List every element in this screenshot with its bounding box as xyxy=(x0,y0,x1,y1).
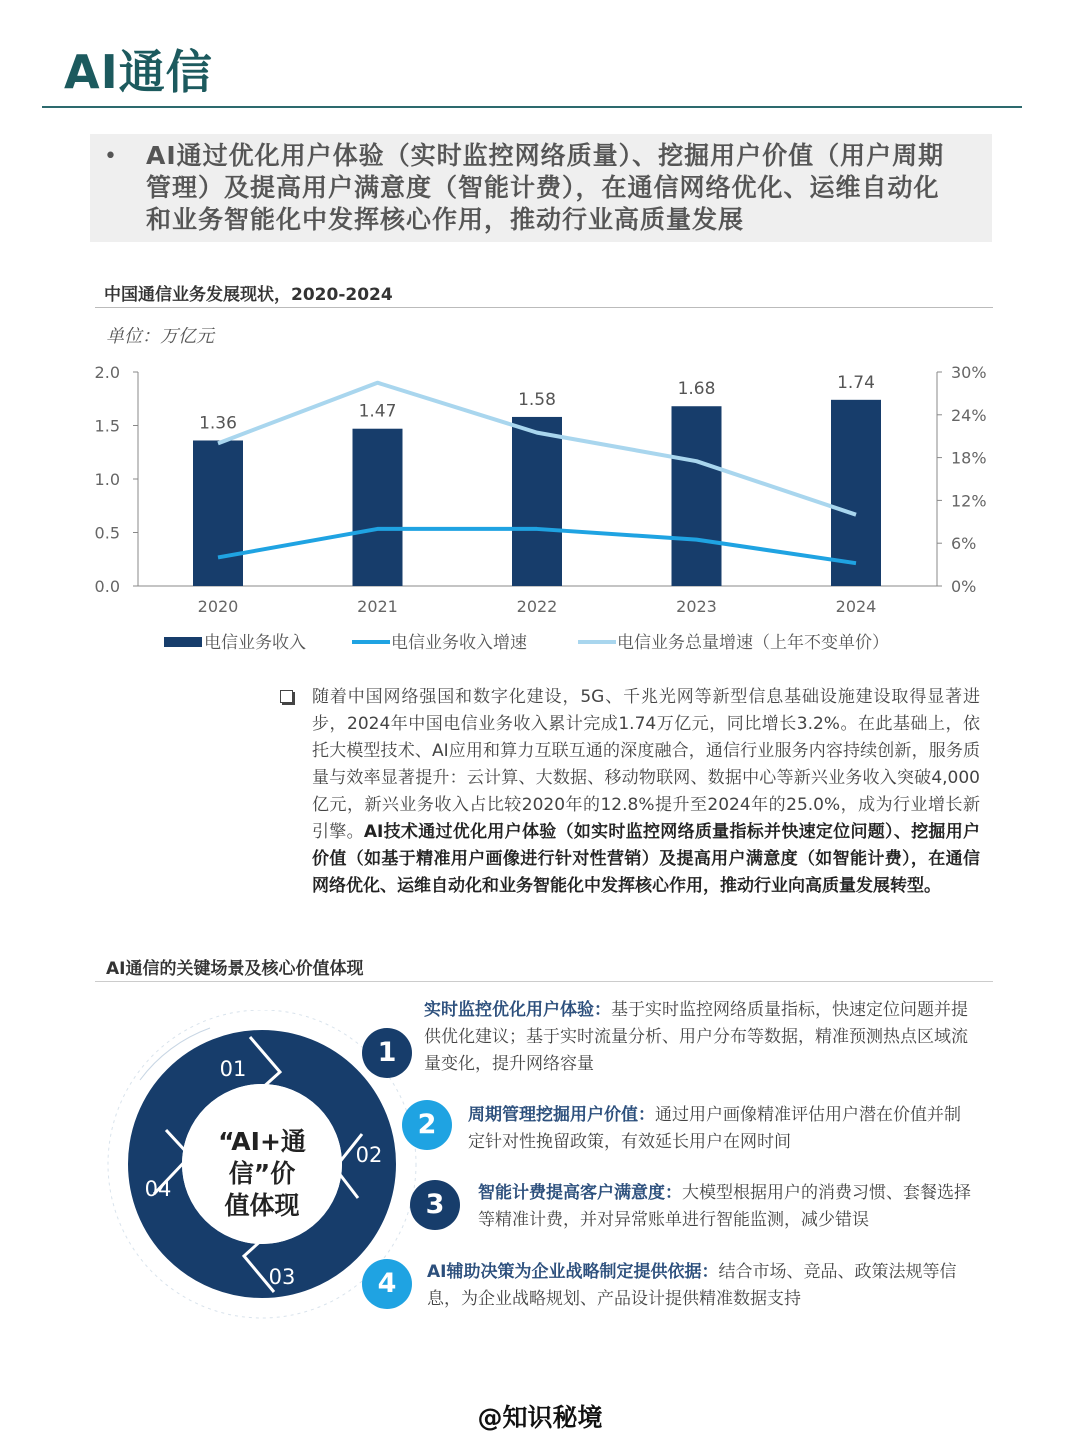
feature-description: 大模型根据用户的消费习惯、套餐选择等精准计费，并对异常账单进行智能监测，减少错误 xyxy=(478,1183,971,1230)
bar-value-label: 1.74 xyxy=(837,372,875,393)
feature-heading: 智能计费提高客户满意度： xyxy=(478,1183,682,1203)
feature-heading: 周期管理挖掘用户价值： xyxy=(468,1105,655,1125)
bar-value-label: 1.68 xyxy=(677,379,716,400)
bar-revenue xyxy=(831,400,881,586)
right-tick-label: 6% xyxy=(951,534,977,554)
summary-bullet: • xyxy=(104,144,117,169)
bar-revenue xyxy=(672,406,722,586)
bar-revenue xyxy=(193,440,243,586)
x-tick-label: 2024 xyxy=(835,597,877,616)
right-tick-label: 0% xyxy=(951,577,977,596)
bar-value-label: 1.58 xyxy=(518,389,556,410)
feature-number-badge: 4 xyxy=(362,1259,412,1309)
left-tick-label: 0.0 xyxy=(94,577,120,596)
chart-title-divider xyxy=(95,307,993,308)
bar-revenue xyxy=(353,429,403,586)
left-tick-label: 0.5 xyxy=(94,523,120,543)
legend-bar-swatch xyxy=(164,637,202,647)
ring-center-text: 值体现 xyxy=(224,1191,300,1220)
left-tick-label: 1.5 xyxy=(94,416,120,436)
ring-label: 01 xyxy=(219,1057,247,1081)
right-tick-label: 30% xyxy=(951,363,987,382)
legend-line1-label: 电信业务收入增速 xyxy=(391,633,527,653)
x-tick-label: 2020 xyxy=(197,597,239,616)
page-title: AI通信 xyxy=(64,45,213,99)
body-text-normal: 随着中国网络强国和数字化建设，5G、千兆光网等新型信息基础设施建设取得显著进步，2024年中国电信业务收入累计完成1.74万亿元，同比增长3.2%。在此基础上，依托大模型技术、AI应用和算力互联互通的深度融合，通信行业服务内容持续创新，服务质量与效率显著提升：云计算、大数据、移动物联网、数据中心等新兴业务收入突破4,000亿元，新兴业务收入占比较2020年的12.8%提升至2024年的25.0%，成为行业增长新引擎。 xyxy=(312,687,980,842)
feature-item xyxy=(468,1102,973,1156)
title-divider xyxy=(42,106,1022,108)
feature-item xyxy=(478,1180,973,1234)
left-tick-label: 2.0 xyxy=(94,363,120,382)
x-tick-label: 2023 xyxy=(676,597,717,616)
feature-item xyxy=(424,997,972,1078)
body-text-bold: AI技术通过优化用户体验（如实时监控网络质量指标并快速定位问题）、挖掘用户价值（如基于精准用户画像进行针对性营销）及提高用户满意度（如智能计费），在通信网络优化、运维自动化和业务智能化中发挥核心作用，推动行业向高质量发展转型。 xyxy=(312,822,981,896)
feature-description: 通过用户画像精准评估用户潜在价值并制定针对性挽留政策，有效延长用户在网时间 xyxy=(468,1105,961,1152)
feature-item xyxy=(427,1259,975,1313)
x-tick-label: 2022 xyxy=(516,597,558,616)
feature-heading: 实时监控优化用户体验： xyxy=(424,1000,611,1020)
ring-label: 04 xyxy=(144,1177,172,1201)
checkbox-bullet-icon xyxy=(280,690,293,703)
feature-description: 基于实时监控网络质量指标，快速定位问题并提供优化建议；基于实时流量分析、用户分布等数据，精准预测热点区域流量变化，提升网络容量 xyxy=(424,1000,968,1074)
ring-label: 02 xyxy=(355,1143,383,1167)
feature-description: 结合市场、竞品、政策法规等信息，为企业战略规划、产品设计提供精准数据支持 xyxy=(427,1262,957,1309)
feature-number-badge: 2 xyxy=(402,1100,452,1150)
chart-title: 中国通信业务发展现状，2020-2024 xyxy=(104,285,393,305)
chart-unit: 单位：万亿元 xyxy=(106,326,214,347)
feature-number-badge: 3 xyxy=(410,1180,460,1230)
legend-bar-label: 电信业务收入 xyxy=(204,633,306,653)
bar-value-label: 1.47 xyxy=(358,401,397,422)
right-tick-label: 12% xyxy=(951,491,987,511)
x-tick-label: 2021 xyxy=(357,597,398,616)
section2-divider xyxy=(95,981,993,982)
bar-revenue xyxy=(512,417,562,586)
ring-label: 03 xyxy=(268,1265,296,1289)
section2-title: AI通信的关键场景及核心价值体现 xyxy=(106,959,364,979)
ring-center-text: “AI+通 xyxy=(218,1127,306,1156)
feature-heading: AI辅助决策为企业战略制定提供依据： xyxy=(427,1262,719,1282)
revenue-chart xyxy=(0,355,1080,665)
left-tick-label: 1.0 xyxy=(94,470,120,489)
footer-watermark: @知识秘境 xyxy=(477,1403,603,1432)
bar-value-label: 1.36 xyxy=(199,413,237,434)
feature-number-badge: 1 xyxy=(362,1028,412,1078)
summary-text: AI通过优化用户体验（实时监控网络质量）、挖掘用户价值（用户周期管理）及提高用户满意度（智能计费），在通信网络优化、运维自动化和业务智能化中发挥核心作用，推动行业高质量发展 xyxy=(146,141,945,234)
right-tick-label: 24% xyxy=(951,405,987,425)
legend-line2-label: 电信业务总量增速（上年不变单价） xyxy=(617,633,889,653)
body-paragraph xyxy=(280,684,980,900)
ring-center-text: 信”价 xyxy=(228,1159,296,1188)
right-tick-label: 18% xyxy=(951,448,987,468)
